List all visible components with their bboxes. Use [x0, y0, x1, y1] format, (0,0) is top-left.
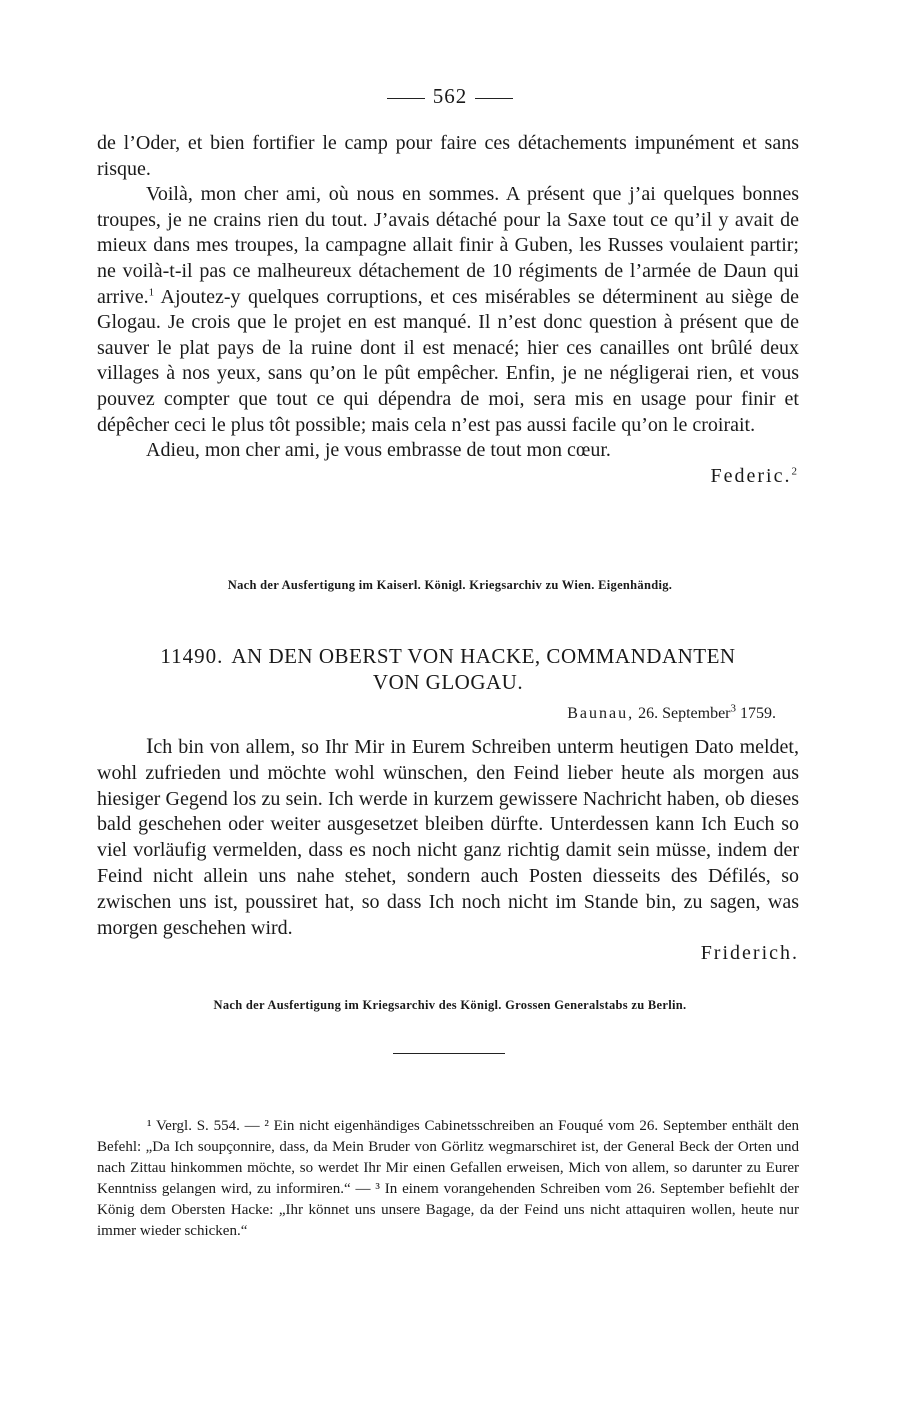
page-header	[0, 84, 900, 109]
german-source-note: Nach der Ausfertigung im Kriegsarchiv des Königl. Grossen Generalstabs zu Berlin.	[213, 998, 687, 1012]
footnote-ref-3: 3	[730, 702, 736, 715]
date-a: 26. September	[638, 705, 731, 722]
document-heading	[97, 643, 799, 695]
header-dash-left	[387, 98, 425, 99]
heading-line-2: VON GLOGAU.	[372, 670, 524, 694]
french-source-note: Nach der Ausfertigung im Kaiserl. Königl. Kriegsarchiv zu Wien. Eigenhändig.	[227, 578, 673, 592]
french-signature	[97, 464, 799, 490]
french-signature-text: Federic.	[710, 464, 792, 487]
footnote-ref-2: 2	[791, 465, 799, 478]
french-paragraph-3: Adieu, mon cher ami, je vous embrasse de tout mon cœur.	[146, 439, 611, 462]
document-number: 11490.	[160, 644, 224, 668]
place-date	[567, 702, 776, 723]
french-letter	[97, 131, 799, 489]
german-body: Ich bin von allem, so Ihr Mir in Eurem Schreiben unterm heutigen Dato meldet, wohl zufrieden und möchte wohl wünschen, den Feind lieber heute als morgen aus hiesiger Gegend los zu sein. Ich werde in kurzem gewissere Nachricht haben, ob dieses bald geschehen oder weiter ausgesetzet bleiben dürfte. Unterdessen kann Ich Euch so viel vorläufig vermelden, dass es noch nicht ganz richtig damit sein müsse, indem der Feind nicht allein uns nahe stehet, sondern auch Posten diesseits des Défilés, so zwischen uns ist, poussiret hat, so dass Ich noch nicht im Stande bin, zu sagen, was morgen geschehen wird.	[97, 733, 799, 939]
french-paragraph-1: de l’Oder, et bien fortifier le camp pour faire ces détachements impunément et sans risque.	[97, 132, 799, 180]
footnotes	[97, 1116, 799, 1242]
french-paragraph-2	[97, 182, 799, 438]
german-letter	[97, 733, 799, 967]
heading-line-1	[97, 643, 799, 669]
french-paragraph-2-part-a: Voilà, mon cher ami, où nous en sommes. A présent que j’ai quelques bonnes troupes, je ne crains rien du tout. J’avais détaché pour la Saxe tout ce qu’il y avait de mieux dans mes troupes, la campagne allait finir à Guben, les Russes voulaient partir; ne voilà-t-il pas ce malheureux détachement de 10 régiments de l’armée de Daun qui arrive.	[97, 183, 799, 308]
footnote-ref-1: 1	[148, 285, 155, 298]
place: Baunau,	[567, 705, 635, 722]
footnotes-text: ¹ Vergl. S. 554. — ² Ein nicht eigenhändiges Cabinetsschreiben an Fouqué vom 26. September enthält den Befehl: „Da Ich soupçonnire, dass, da Mein Bruder von Görlitz wegmarschiret ist, der General Beck der Orten und nach Zittau hinkommen möchte, so werdet Ihr Mir einen Gefallen erweisen, Mich von allem, so darunter zu Eurer Kenntniss gelangen wird, zu informiren.“ — ³ In einem vorangehenden Schreiben vom 26. September befiehlt der König dem Obersten Hacke: „Ihr könnet uns unsere Bagage, da der Feind uns nicht attaquiren wollen, heute nur immer wieder schicken.“	[97, 1118, 799, 1239]
german-signature: Friderich.	[700, 942, 799, 965]
french-paragraph-2-part-b: Ajoutez-y quelques corruptions, et ces misérables se déterminent au siège de Glogau. Je crois que le projet en est manqué. Il n’est donc question à présent que de sauver le plat pays de la ruine dont il est menacé; hier ces canailles ont brûlé deux villages à nos yeux, sans qu’on le pût empêcher. Enfin, je ne négligerai rien, et vous pouvez compter que tout ce qui dépendra de moi, sera mis en usage pour finir et dépêcher ceci le plus tôt possible; mais cela n’est pas aussi facile qu’on le croirait.	[97, 285, 799, 436]
heading-title: AN DEN OBERST VON HACKE, COMMANDANTEN	[231, 644, 736, 668]
date-b: 1759.	[736, 705, 776, 722]
page-number: 562	[432, 84, 468, 108]
footnote-separator	[393, 1053, 505, 1054]
header-dash-right	[475, 98, 513, 99]
